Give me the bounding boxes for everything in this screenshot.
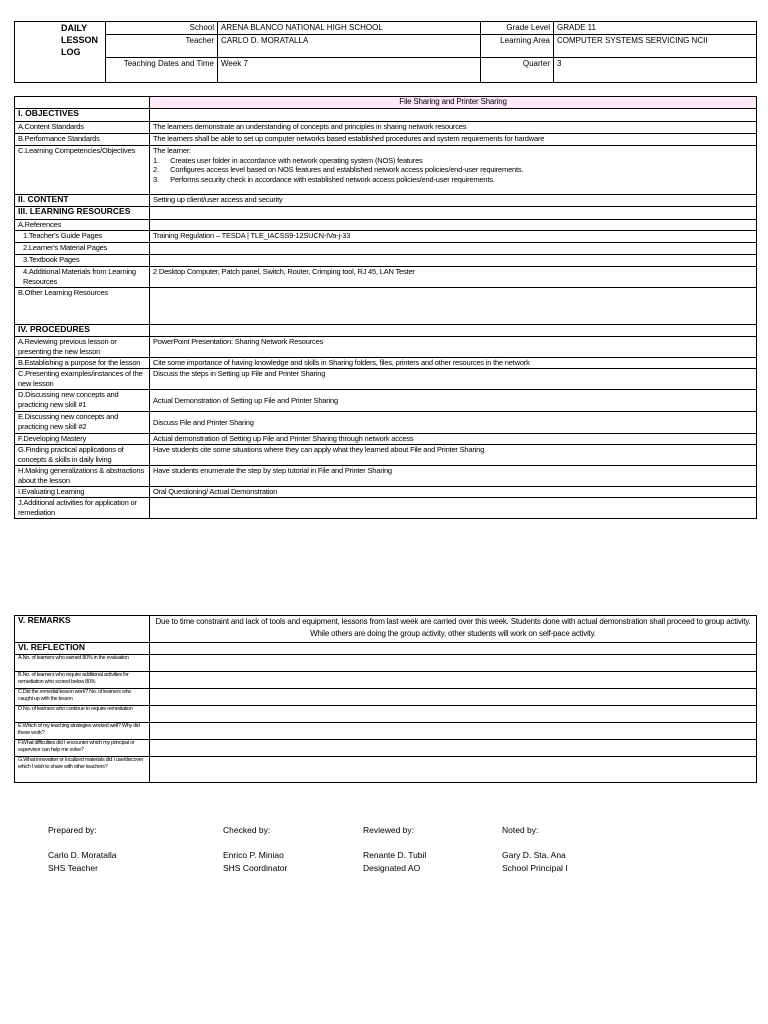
school-label: School [106, 22, 218, 35]
procedure-value [150, 498, 757, 519]
learning-resources-blank [150, 207, 757, 220]
procedure-label: E.Discussing new concepts and practicing new skill #2 [15, 412, 150, 434]
reflection-label: F.What difficulties did I encounter which my principal or supervisor can help me solve? [15, 740, 150, 757]
grade-level-label: Grade Level [481, 22, 554, 35]
school-value: ARENA BLANCO NATIONAL HIGH SCHOOL [218, 22, 481, 35]
teaching-dates-value: Week 7 [218, 58, 481, 83]
objectives-heading: I. OBJECTIVES [15, 109, 150, 122]
reflection-label: B.No. of learners who require additional activities for remediation who scored below 80% [15, 672, 150, 689]
performance-standards-label: B.Performance Standards [15, 134, 150, 146]
teachers-guide-value: Training Regulation – TESDA | TLE_IACSS9-12SUCN-IVa-j-33 [150, 231, 757, 243]
learners-material-blank [150, 243, 757, 255]
objectives-heading-blank [150, 109, 757, 122]
daily-lesson-log-title [15, 22, 106, 83]
logo-line-1: DAILY [61, 23, 88, 33]
references-label: A.References [15, 220, 150, 231]
procedure-value: Oral Questioning/ Actual Demonstration [150, 487, 757, 498]
signatory-name: Renante D. Tubil [363, 850, 427, 860]
signatory-label: Prepared by: [48, 825, 97, 835]
other-resources-blank [150, 288, 757, 325]
logo-line-2: LESSON [61, 35, 99, 45]
procedure-label: J.Additional activities for application or remediation [15, 498, 150, 519]
textbook-pages-label: 3.Textbook Pages [15, 255, 150, 267]
additional-materials-value: 2 Desktop Computer, Patch panel, Switch, Router, Crimping tool, RJ 45, LAN Tester [150, 267, 757, 288]
procedures-heading-blank [150, 325, 757, 337]
procedure-value: PowerPoint Presentation: Sharing Network Resources [150, 337, 757, 358]
teaching-dates-label: Teaching Dates and Time [106, 58, 218, 83]
procedures-heading: IV. PROCEDURES [15, 325, 150, 337]
procedure-label: C.Presenting examples/instances of the new lesson [15, 369, 150, 390]
teachers-guide-label: 1.Teacher's Guide Pages [15, 231, 150, 243]
reflection-answer [150, 723, 757, 740]
procedure-label: G.Finding practical applications of concepts & skills in daily living [15, 445, 150, 466]
reflection-answer [150, 672, 757, 689]
procedure-value: Discuss the steps in Setting up File and Printer Sharing [150, 369, 757, 390]
reflection-label: D.No. of learners who continue to require remediation [15, 706, 150, 723]
teacher-label: Teacher [106, 35, 218, 58]
reflection-label: G.What innovation or localized materials did I use/discover which I wish to share with other teachers? [15, 757, 150, 783]
signatory-label: Checked by: [223, 825, 271, 835]
procedure-label: A.Reviewing previous lesson or presenting the new lesson [15, 337, 150, 358]
quarter-label: Quarter [481, 58, 554, 83]
learning-resources-heading: III. LEARNING RESOURCES [15, 207, 150, 220]
content-standards-value: The learners demonstrate an understanding of concepts and principles in sharing network resources [150, 122, 757, 134]
signatory-name: Gary D. Sta. Ana [502, 850, 566, 860]
signatory-label: Reviewed by: [363, 825, 415, 835]
signatory-reviewed [363, 824, 426, 875]
procedure-value: Discuss File and Printer Sharing [150, 412, 757, 434]
lesson-table [14, 96, 757, 519]
blank-corner-cell [15, 97, 150, 109]
reflection-answer [150, 706, 757, 723]
signatory-checked [223, 824, 287, 875]
remarks-reflection-table [14, 615, 757, 783]
procedure-label: H.Making generalizations & abstractions about the lesson [15, 466, 150, 487]
signatory-title: Designated AO [363, 863, 421, 873]
signatory-prepared [48, 824, 117, 875]
reflection-answer [150, 655, 757, 672]
content-standards-label: A.Content Standards [15, 122, 150, 134]
procedure-label: B.Establishing a purpose for the lesson [15, 358, 150, 369]
competencies-label: C.Learning Competencies/Objectives [15, 146, 150, 195]
reflection-heading-blank [150, 643, 757, 655]
signatory-name: Enrico P. Miniao [223, 850, 284, 860]
grade-level-value: GRADE 11 [554, 22, 757, 35]
reflection-label: A.No. of learners who earned 80% in the evaluation [15, 655, 150, 672]
signatory-title: SHS Teacher [48, 863, 98, 873]
textbook-pages-blank [150, 255, 757, 267]
competency-item: 2. Configures access level based on NOS features and established network access policies/end-user requirements. [153, 165, 524, 174]
procedure-value: Actual Demonstration of Setting up File and Printer Sharing [150, 390, 757, 412]
procedure-value: Cite some importance of having knowledge and skills in Sharing folders, files, printers and other resources in the network [150, 358, 757, 369]
remarks-value: Due to time constraint and lack of tools and equipment, lessons from last week are carried over this week. Students done with actual demonstration shall proceed to group activity. While others are doing the group activity, other students will work on self-pace activity. [150, 616, 757, 643]
reflection-heading: VI. REFLECTION [15, 643, 150, 655]
procedure-label: I.Evaluating Learning [15, 487, 150, 498]
signatory-name: Carlo D. Moratalla [48, 850, 117, 860]
quarter-value: 3 [554, 58, 757, 83]
procedure-value: Actual demonstration of Setting up File and Printer Sharing through network access [150, 434, 757, 445]
procedure-value: Have students enumerate the step by step tutorial in File and Printer Sharing [150, 466, 757, 487]
other-resources-label: B.Other Learning Resources [15, 288, 150, 325]
remarks-heading: V. REMARKS [15, 616, 150, 643]
additional-materials-label: 4.Additional Materials from Learning Resources [15, 267, 150, 288]
competencies-intro: The learner: [153, 146, 192, 155]
competency-item: 3. Performs security check in accordance with established network access policies/end-user requirements. [153, 174, 495, 184]
header-table [14, 21, 757, 83]
references-blank [150, 220, 757, 231]
procedure-label: D.Discussing new concepts and practicing new skill #1 [15, 390, 150, 412]
reflection-answer [150, 740, 757, 757]
learners-material-label: 2.Learner's Material Pages [15, 243, 150, 255]
signatory-title: School Principal I [502, 863, 568, 873]
reflection-label: C.Did the remedial lesson work? No. of learners who caught up with the lesson [15, 689, 150, 706]
content-value: Setting up client/user access and security [150, 195, 757, 207]
competencies-value [150, 146, 757, 195]
reflection-label: E.Which of my teaching strategies worked well? Why did these work? [15, 723, 150, 740]
procedure-label: F.Developing Mastery [15, 434, 150, 445]
learning-area-value: COMPUTER SYSTEMS SERVICING NCII [554, 35, 757, 58]
learning-area-label: Learning Area [481, 35, 554, 58]
teacher-value: CARLO D. MORATALLA [218, 35, 481, 58]
content-heading: II. CONTENT [15, 195, 150, 207]
reflection-answer [150, 757, 757, 783]
competency-item: 1. Creates user folder in accordance with network operating system (NOS) features [153, 155, 423, 165]
topic-title: File Sharing and Printer Sharing [150, 97, 757, 109]
performance-standards-value: The learners shall be able to set up computer networks based established procedures and system requirements for hardware [150, 134, 757, 146]
logo-line-3: LOG [61, 47, 81, 57]
reflection-answer [150, 689, 757, 706]
signatory-label: Noted by: [502, 825, 539, 835]
signatory-title: SHS Coordinator [223, 863, 288, 873]
signatory-noted [502, 824, 568, 875]
procedure-value: Have students cite some situations where they can apply what they learned about File and Printer Sharing [150, 445, 757, 466]
